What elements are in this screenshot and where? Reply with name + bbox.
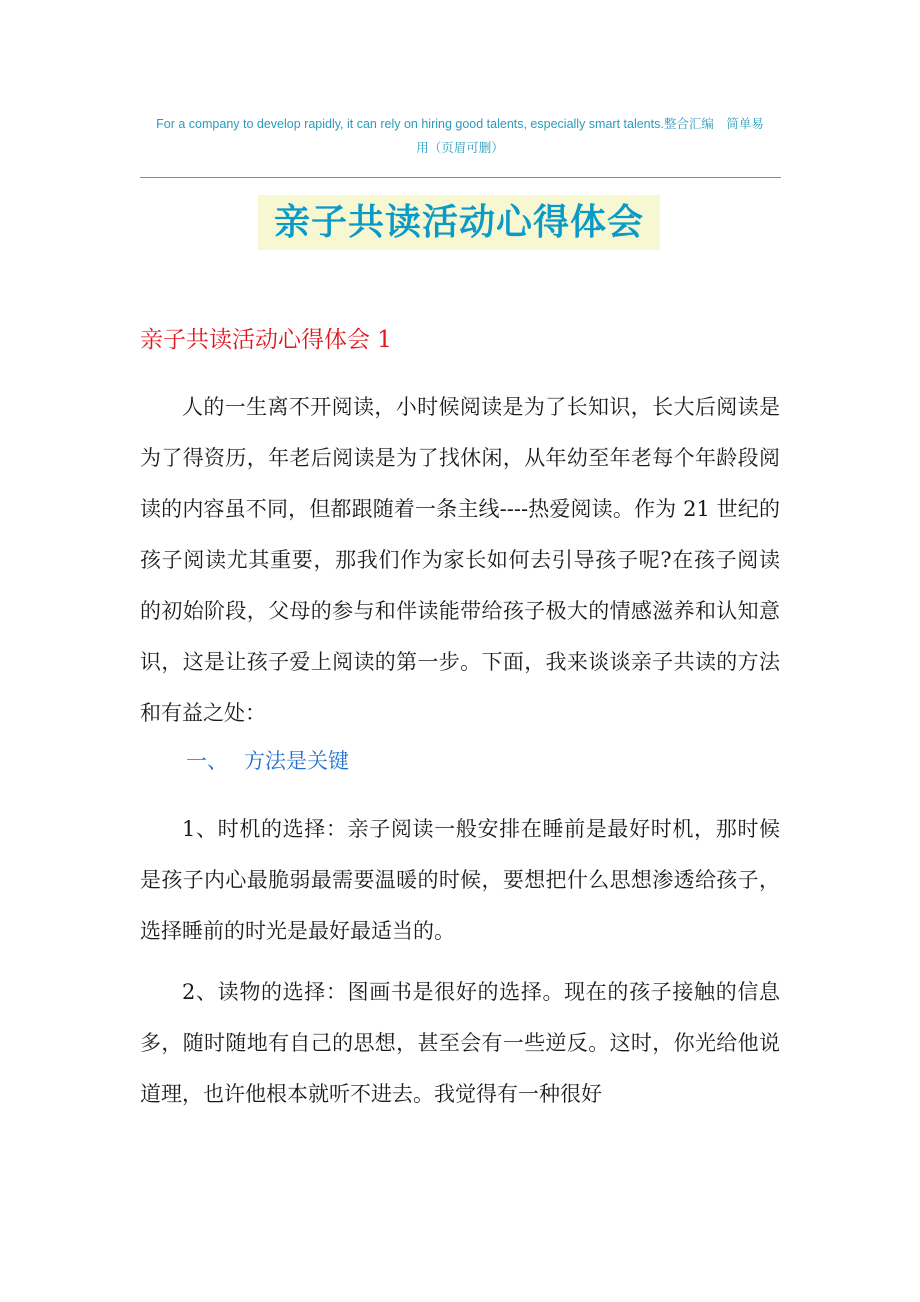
header-divider — [140, 177, 781, 178]
intro-paragraph: 人的一生离不开阅读，小时候阅读是为了长知识，长大后阅读是为了得资历，年老后阅读是为了找休闲，从年幼至年老每个年龄段阅读的内容虽不同，但都跟随着一条主线----热爱阅读。作为 21 世纪的孩子阅读尤其重要，那我们作为家长如何去引导孩子呢?在孩子阅读的初始阶段，父母的参与和伴读能带给孩子极大的情感滋养和认知意识，这是让孩子爱上阅读的第一步。下面，我来谈谈亲子共读的方法和有益之处： — [140, 395, 780, 725]
list-item-timing: 1、时机的选择：亲子阅读一般安排在睡前是最好时机，那时候是孩子内心最脆弱最需要温暖的时候，要想把什么思想渗透给孩子，选择睡前的时光是最好最适当的。 — [140, 817, 780, 943]
header-line-2: 用（页眉可删） — [416, 141, 504, 155]
subheading-number: 一、 — [186, 749, 228, 773]
document-title: 亲子共读活动心得体会 — [258, 195, 660, 250]
section-heading: 亲子共读活动心得体会 1 — [140, 327, 392, 353]
subheading-method — [186, 745, 349, 777]
page-header — [140, 112, 780, 160]
list-item-reading-material: 2、读物的选择：图画书是很好的选择。现在的孩子接触的信息多，随时随地有自己的思想，甚至会有一些逆反。这时，你光给他说道理，也许他根本就听不进去。我觉得有一种很好 — [140, 980, 780, 1106]
header-line-1: For a company to develop rapidly, it can rely on hiring good talents, especially smart talents.整合汇编 简单易 — [156, 117, 764, 131]
subheading-text: 方法是关键 — [244, 749, 349, 773]
